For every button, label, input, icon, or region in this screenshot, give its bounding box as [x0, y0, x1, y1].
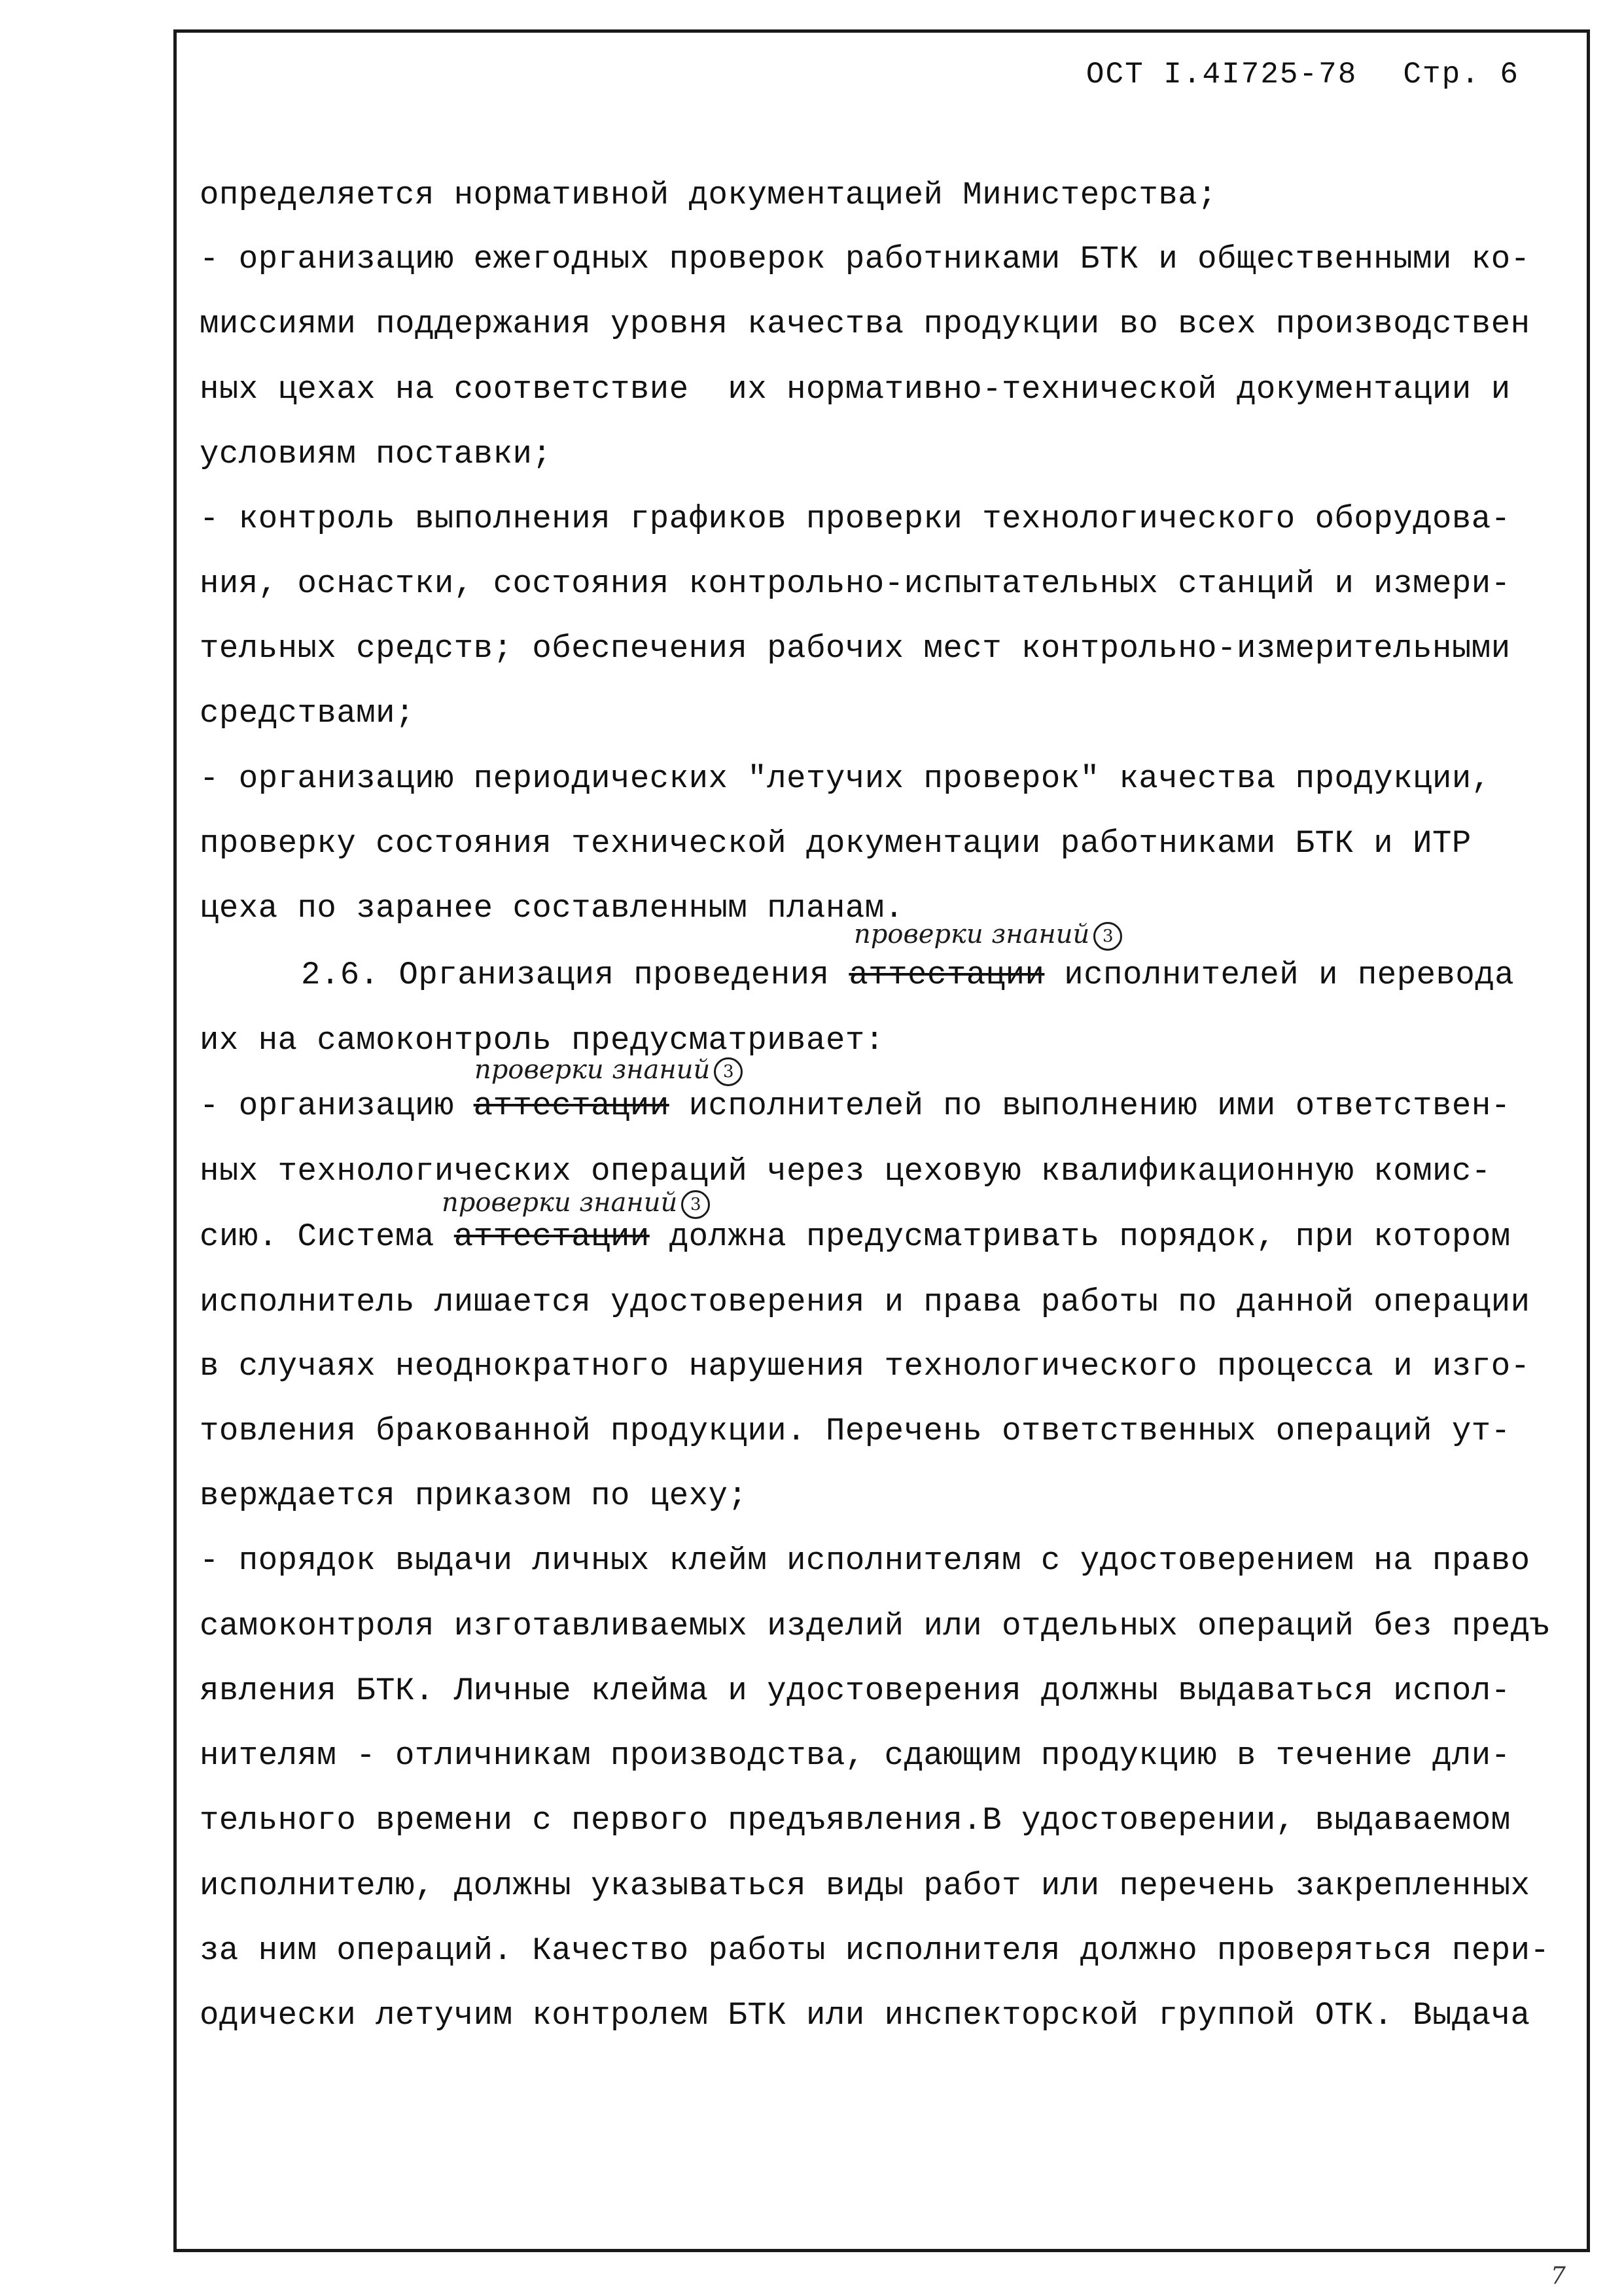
text-line: тельных средств; обеспечения рабочих мест контрольно-измерительными	[200, 630, 1511, 667]
text-line	[200, 1217, 1511, 1256]
revision-mark: 3	[681, 1190, 710, 1219]
text-line: за ним операций. Качество работы исполнителя должно проверяться пери-	[200, 1932, 1550, 1969]
text-span: исполнителей и перевода	[1044, 957, 1515, 993]
text-line: исполнителю, должны указываться виды работ или перечень закрепленных	[200, 1867, 1530, 1904]
text-line: тельного времени с первого предъявления.В удостоверении, выдаваемом	[200, 1802, 1511, 1839]
text-line: ных цехах на соответствие их нормативно-технической документации и	[200, 371, 1511, 408]
text-line: средствами;	[200, 695, 415, 732]
revision-mark: 3	[714, 1057, 743, 1086]
text-line: проверку состояния технической документации работниками БТК и ИТР	[200, 825, 1472, 862]
text-span: должна предусматривать порядок, при котором	[649, 1218, 1511, 1255]
text-line: нителям - отличникам производства, сдающим продукцию в течение дли-	[200, 1737, 1511, 1774]
text-line: ных технологических операций через цеховую квалификационную комис-	[200, 1153, 1491, 1190]
text-line: условиям поставки;	[200, 436, 552, 472]
revision-mark: 3	[1093, 922, 1122, 951]
text-span: - организацию	[200, 1087, 474, 1124]
struck-word: аттестации	[453, 1218, 650, 1255]
text-line: определяется нормативной документацией Министерства;	[200, 177, 1218, 213]
text-line: их на самоконтроль предусматривает:	[200, 1022, 885, 1059]
text-line: миссиями поддержания уровня качества продукции во всех производствен	[200, 306, 1530, 342]
handwritten-text: проверки знаний	[854, 919, 1090, 949]
handwritten-text: проверки знаний	[474, 1055, 711, 1085]
section-2-6-line	[301, 955, 1514, 995]
text-line: верждается приказом по цеху;	[200, 1477, 748, 1514]
text-span: исполнителей по выполнению ими ответствен-	[669, 1087, 1511, 1124]
handwritten-correction	[474, 1055, 743, 1086]
text-line: в случаях неоднократного нарушения технологического процесса и изго-	[200, 1348, 1530, 1385]
text-line: - контроль выполнения графиков проверки технологического оборудова-	[200, 501, 1511, 537]
text-line: самоконтроля изготавливаемых изделий или отдельных операций без предъ	[200, 1608, 1550, 1644]
text-line: ния, оснастки, состояния контрольно-испытательных станций и измери-	[200, 565, 1511, 602]
document-header	[1086, 58, 1519, 92]
text-span: сию. Система	[200, 1218, 454, 1255]
text-line: цеха по заранее составленным планам.	[200, 890, 904, 927]
standard-code: ОСТ I.4I725-78	[1086, 58, 1358, 92]
handwritten-correction	[854, 919, 1122, 951]
struck-word: аттестации	[849, 957, 1045, 993]
text-line	[200, 1086, 1511, 1125]
text-line: - порядок выдачи личных клейм исполнителям с удостоверением на право	[200, 1542, 1530, 1579]
text-line: явления БТК. Личные клейма и удостоверения должны выдаваться испол-	[200, 1672, 1511, 1709]
text-line: исполнитель лишается удостоверения и права работы по данной операции	[200, 1284, 1530, 1320]
text-line: одически летучим контролем БТК или инспекторской группой ОТК. Выдача	[200, 1997, 1530, 2034]
handwritten-correction	[442, 1188, 710, 1219]
page-border	[173, 29, 1590, 2252]
page-number: 7	[1551, 2263, 1566, 2289]
text-span: 2.6. Организация проведения	[301, 957, 849, 993]
handwritten-text: проверки знаний	[442, 1188, 678, 1218]
text-line: товления бракованной продукции. Перечень ответственных операций ут-	[200, 1413, 1511, 1449]
struck-word: аттестации	[473, 1087, 669, 1124]
text-line: - организацию ежегодных проверок работниками БТК и общественными ко-	[200, 241, 1530, 277]
page-label: Стр. 6	[1403, 58, 1519, 92]
text-line: - организацию периодических "летучих проверок" качества продукции,	[200, 760, 1491, 797]
